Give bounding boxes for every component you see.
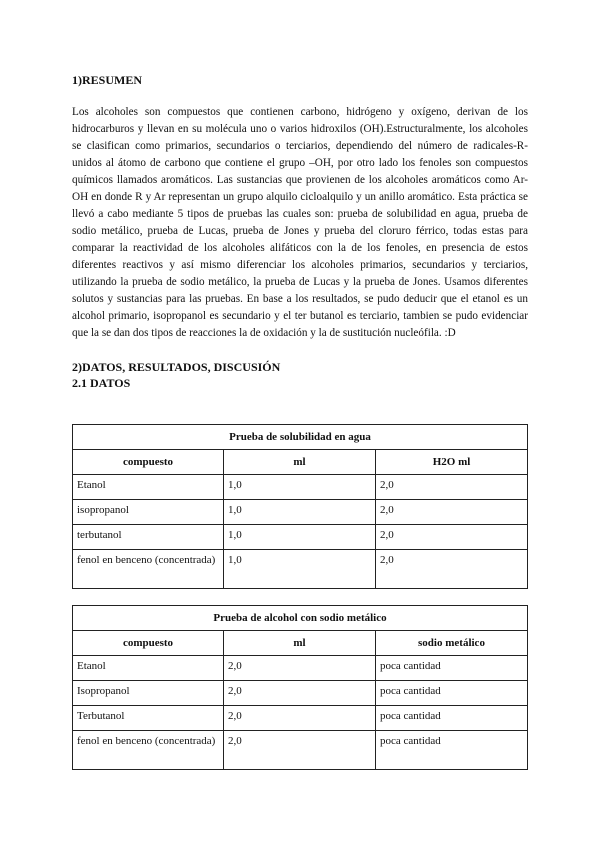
table-cell: terbutanol: [73, 525, 224, 550]
table-cell: 1,0: [224, 525, 376, 550]
table-title: Prueba de alcohol con sodio metálico: [73, 606, 528, 631]
table-cell: fenol en benceno (concentrada): [73, 731, 224, 770]
table-cell: 2,0: [376, 550, 528, 589]
table-row: [73, 706, 528, 731]
table-cell: Isopropanol: [73, 681, 224, 706]
table-cell: isopropanol: [73, 500, 224, 525]
summary-paragraph: Los alcoholes son compuestos que contienen carbono, hidrógeno y oxígeno, derivan de los hidrocarburos y llevan en su molécula uno o varios hidroxilos (OH).Estructuralmente, los alcoholes se clasifican como primarios, secundarios o terciarios, dependiendo del número de radicales-R- unidos al átomo de carbono que contiene el grupo –OH, por otro lado los fenoles son compuestos químicos llamados aromáticos. Las sustancias que provienen de los alcoholes aromáticos como Ar-OH en donde R y Ar representan un grupo alquilo cicloalquilo y un anillo aromático. Esta práctica se llevó a cabo mediante 5 tipos de pruebas las cuales son: prueba de solubilidad en agua, prueba de sodio metálico, prueba de Lucas, prueba de Jones y prueba del cloruro férrico, todas estas para comparar la reactividad de los alcoholes alifáticos con la de los fenoles, en presencia de estos diferentes reactivos y así mismo diferenciar los alcoholes primarios, secundarios y terciarios, utilizando la prueba de sodio metálico, la prueba de Lucas y la prueba de Jones. Usamos diferentes solutos y sustancias para las pruebas. En base a los resultados, se pudo deducir que el etanol es un alcohol primario, isopropanol es secundario y el ter butanol es terciario, tambien se pudo evidenciar que la se dan dos tipos de reacciones la de oxidación y la de sustitución nucleófila. :D: [72, 106, 528, 339]
column-header: compuesto: [73, 450, 224, 475]
sodium-metal-table: [72, 605, 528, 770]
table-cell: 1,0: [224, 550, 376, 589]
table-cell: poca cantidad: [376, 681, 528, 706]
table-cell: 2,0: [376, 475, 528, 500]
table-title: Prueba de solubilidad en agua: [73, 425, 528, 450]
table-cell: 2,0: [376, 525, 528, 550]
table-row: [73, 525, 528, 550]
table-cell: Terbutanol: [73, 706, 224, 731]
solubility-table: [72, 424, 528, 589]
table-cell: poca cantidad: [376, 706, 528, 731]
table-cell: fenol en benceno (concentrada): [73, 550, 224, 589]
table-row: [73, 656, 528, 681]
table-row: [73, 731, 528, 770]
table-cell: 2,0: [376, 500, 528, 525]
table-row: [73, 500, 528, 525]
column-header: sodio metálico: [376, 631, 528, 656]
table-cell: poca cantidad: [376, 731, 528, 770]
table-cell: 1,0: [224, 500, 376, 525]
table-cell: Etanol: [73, 656, 224, 681]
table-cell: 1,0: [224, 475, 376, 500]
subsection-heading-datos: 2.1 DATOS: [72, 376, 131, 390]
section-heading-resumen: 1)RESUMEN: [72, 73, 143, 87]
table-cell: 2,0: [224, 681, 376, 706]
table-row: [73, 475, 528, 500]
table-cell: 2,0: [224, 706, 376, 731]
column-header: ml: [224, 450, 376, 475]
table-row: [73, 681, 528, 706]
section-heading-datos: 2)DATOS, RESULTADOS, DISCUSIÓN: [72, 360, 281, 374]
table-row: [73, 550, 528, 589]
table-cell: 2,0: [224, 731, 376, 770]
table-cell: Etanol: [73, 475, 224, 500]
column-header: ml: [224, 631, 376, 656]
column-header: H2O ml: [376, 450, 528, 475]
column-header: compuesto: [73, 631, 224, 656]
table-cell: 2,0: [224, 656, 376, 681]
table-cell: poca cantidad: [376, 656, 528, 681]
